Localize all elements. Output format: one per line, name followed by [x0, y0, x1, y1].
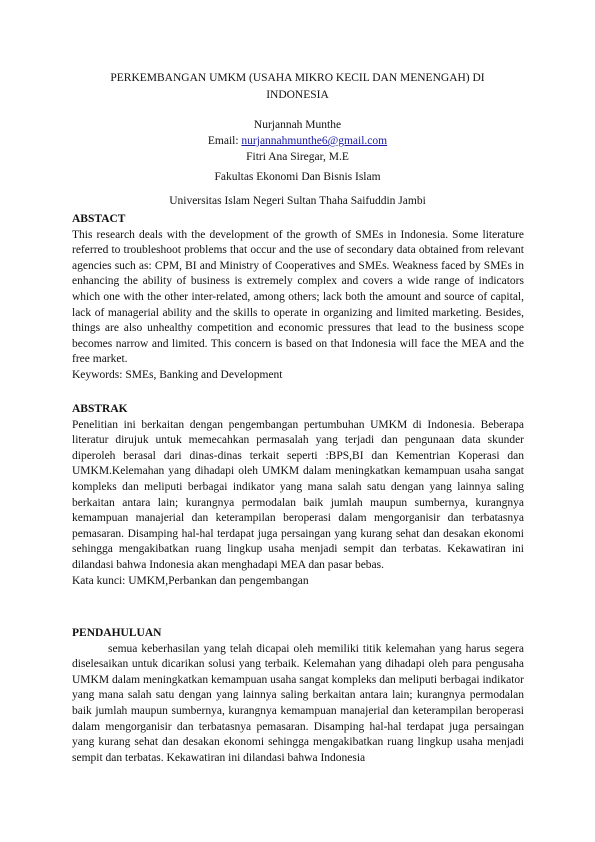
abstract-indonesian-body: Penelitian ini berkaitan dengan pengembangan pertumbuhan UMKM di Indonesia. Beberapa literatur dirujuk untuk memecahkan permasalah yang terjadi dan pengunaan data skunder diperoleh berasal dari dinas-dinas terkait seperti :BPS,BI dan Kementrian Koperasi dan UMKM.Kelemahan yang dihadapi oleh UMKM dalam meningkatkan kemampuan usaha sangat kompleks dan meliputi berbagai indikator yang mana salah satu dengan yang lainnya saling berkaitan antara lain; kurangnya permodalan baik jumlah maupun sumbernya, kurangnya kemampuan manajerial dan keterampilan beroperasi dalam mengorganisir dan terbatasnya pemasaran. Disamping hal-hal terdapat juga persaingan yang kurang sehat dan desakan ekonomi sehingga mengakibatkan ruang lingkup usaha menjadi sempit dan terbatas. Kekawatiran ini dilandasi bahwa Indonesia akan menghadapi MEA dan pasar bebas. [72, 418, 524, 571]
introduction-section [72, 626, 524, 766]
faculty-name: Fakultas Ekonomi Dan Bisnis Islam [214, 171, 381, 183]
author-email-line [60, 134, 535, 148]
author-primary: Nurjannah Munthe [253, 119, 342, 131]
author-secondary: Fitri Ana Siregar, M.E [246, 151, 349, 163]
abstract-indonesian-heading: ABSTRAK [72, 403, 128, 415]
email-label: Email: [207, 135, 239, 147]
abstract-english-keywords: Keywords: SMEs, Banking and Development [72, 368, 283, 381]
introduction-heading: PENDAHULUAN [72, 627, 162, 639]
paper-title: PERKEMBANGAN UMKM (USAHA MIKRO KECIL DAN MENENGAH) DI INDONESIA [110, 72, 485, 101]
introduction-body: semua keberhasilan yang telah dicapai oleh memiliki titik kelemahan yang harus segera diselesaikan untuk dicarikan solusi yang terbaik. Kelemahan yang dihadapi oleh para pengusaha UMKM dalam meningkatkan kemampuan usaha sangat kompleks dan meliputi berbagai indikator yang mana salah satu dengan yang lainnya saling berkaitan antara lain; kurangnya permodalan baik jumlah maupun sumbernya, kurangnya kemampuan manajerial dan keterampilan beroperasi dalam mengorganisir dan terbatasnya pemasaran. Disamping hal-hal terdapat juga persaingan yang kurang sehat dan desakan ekonomi sehingga mengakibatkan ruang lingkup usaha menjadi sempit dan terbatas. Kekawatiran ini dilandasi bahwa Indonesia [72, 642, 524, 764]
email-link[interactable]: nurjannahmunthe6@gmail.com [241, 135, 388, 147]
abstract-english-heading: ABSTACT [72, 213, 126, 225]
abstract-indonesian [72, 402, 524, 589]
abstract-english [72, 212, 524, 384]
abstract-english-body: This research deals with the development of the growth of SMEs in Indonesia. Some literature referred to troubleshoot problems that occur and the use of secondary data obtained from relevant agencies such as: CPM, BI and Ministry of Cooperatives and SMEs. Weakness faced by SMEs in enhancing the ability of business is extremely complex and covers a wide range of indicators which one with the other inter-related, among others; lack both the amount and source of capital, lack of managerial ability and the skills to operate in organizing and limited marketing. Besides, things are also unhealthy competition and economic pressures that lead to the business scope becomes narrow and limited. This concern is based on that Indonesia will face the MEA and the free market. [72, 228, 524, 366]
abstract-indonesian-keywords: Kata kunci: UMKM,Perbankan dan pengembangan [72, 574, 309, 587]
university-name: Universitas Islam Negeri Sultan Thaha Saifuddin Jambi [169, 195, 426, 207]
